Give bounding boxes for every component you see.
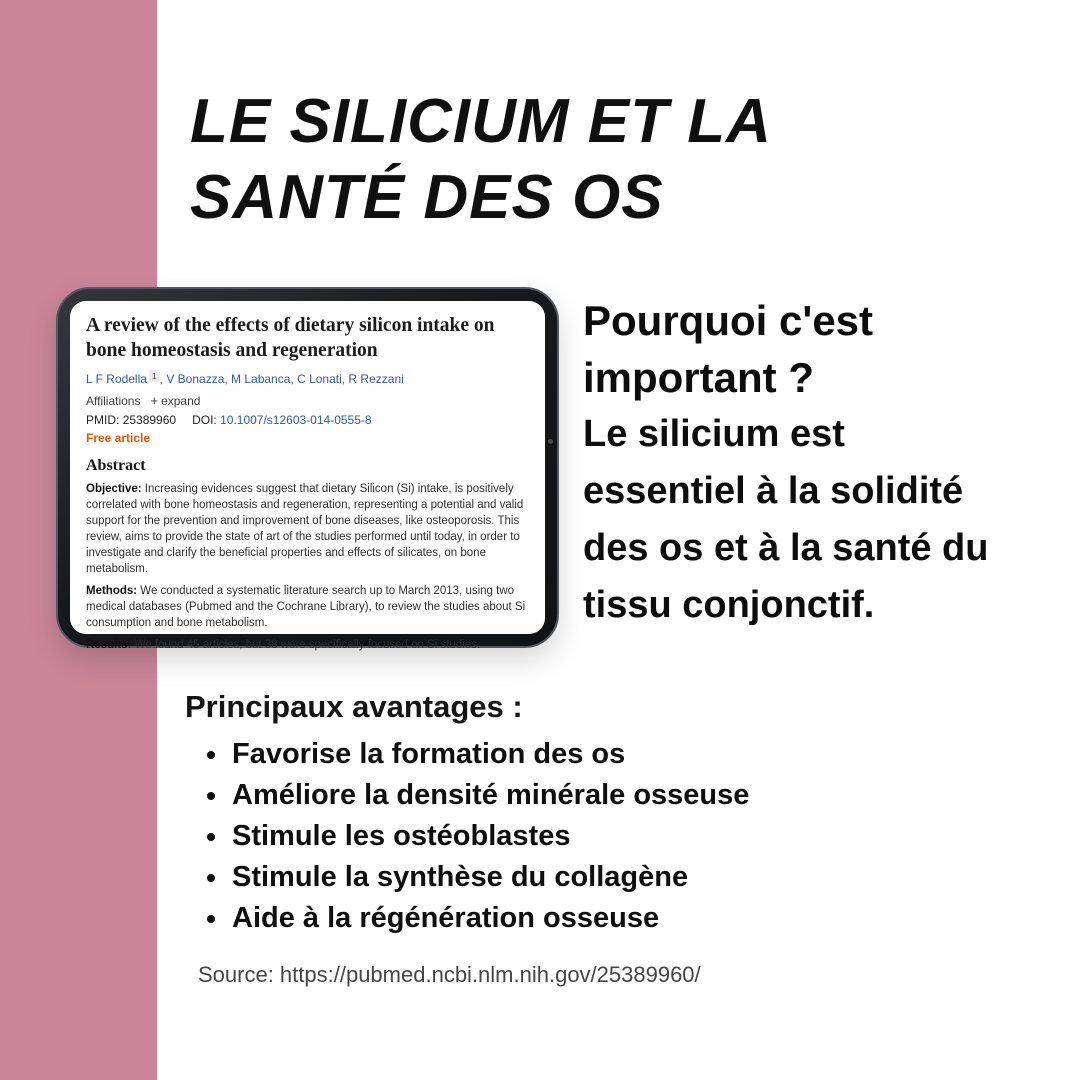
why-body-line1: Le silicium est: [583, 413, 845, 455]
methods-text: We conducted a systematic literature search up to March 2013, using two medical databases (Pubmed and the Cochrane Library), to review the studies about Si consumption and bone metabolism.: [86, 585, 526, 629]
pmid-value: 25389960: [122, 413, 177, 427]
benefit-text: Aide à la régénération osseuse: [232, 902, 660, 934]
affiliations-row[interactable]: [86, 393, 529, 409]
list-item: [207, 816, 905, 857]
article-title: A review of the effects of dietary silicon intake on bone homeostasis and regeneration: [86, 315, 495, 361]
benefit-text: Stimule la synthèse du collagène: [232, 861, 689, 893]
list-item: [207, 734, 905, 775]
list-item: [207, 898, 905, 939]
abstract-results: [86, 637, 529, 653]
objective-text: Increasing evidences suggest that dietary Silicon (Si) intake, is positively correlated with bone homeostasis and regeneration, representing a potential and valid support for the prevention and improvement of bone diseases, like osteoporosis. This review, aims to provide the state of art of the studies performed until today, in order to investigate and clarify the beneficial properties and effects of silicates, on bone metabolism.: [86, 483, 524, 575]
list-item: [207, 775, 905, 816]
page-title-line1: LE SILICIUM ET LA: [190, 87, 772, 156]
why-body-line3: des os et à la santé du: [583, 527, 989, 569]
why-body-line4: tissu conjonctif.: [583, 584, 875, 626]
abstract-heading: Abstract: [86, 457, 146, 474]
page-title-line2: SANTÉ DES OS: [190, 163, 664, 232]
expand-label[interactable]: expand: [161, 394, 201, 408]
benefits-list: [207, 734, 905, 939]
pmid-label: PMID:: [86, 413, 120, 427]
benefits-section: [185, 688, 905, 939]
bullet-icon: [207, 833, 215, 841]
list-item: [207, 857, 905, 898]
author-links-rest[interactable]: , V Bonazza, M Labanca, C Lonati, R Rezzani: [159, 372, 404, 386]
why-body-line2: essentiel à la solidité: [583, 470, 964, 512]
abstract-objective: [86, 481, 529, 577]
source-citation: Source: https://pubmed.ncbi.nlm.nih.gov/25389960/: [198, 962, 701, 987]
pubmed-article-screenshot: [70, 301, 545, 651]
bullet-icon: [207, 874, 215, 882]
benefits-heading: Principaux avantages :: [185, 689, 523, 724]
methods-label: Methods:: [86, 585, 138, 597]
bullet-icon: [207, 751, 215, 759]
author-link[interactable]: L F Rodella: [86, 372, 147, 386]
affiliations-label: Affiliations: [86, 394, 141, 408]
doi-label: DOI:: [192, 413, 217, 427]
benefit-text: Stimule les ostéoblastes: [232, 820, 571, 852]
article-authors[interactable]: [86, 370, 529, 387]
benefit-text: Favorise la formation des os: [232, 738, 626, 770]
results-label: Results:: [86, 639, 132, 651]
doi-link[interactable]: 10.1007/s12603-014-0555-8: [220, 413, 372, 427]
article-meta-row: [86, 413, 529, 428]
tablet-camera-icon: [548, 439, 553, 444]
bullet-icon: [207, 915, 215, 923]
why-heading-line1: Pourquoi c'est: [583, 297, 874, 344]
objective-label: Objective:: [86, 483, 142, 495]
abstract-methods: [86, 583, 529, 631]
page-title: [190, 84, 910, 236]
tablet-mockup: [56, 287, 559, 651]
why-important-section: [583, 292, 1053, 634]
bullet-icon: [207, 792, 215, 800]
free-article-badge: Free article: [86, 431, 151, 445]
benefit-text: Améliore la densité minérale osseuse: [232, 779, 750, 811]
author-affiliation-sup: 1: [149, 370, 160, 382]
why-heading-line2: important ?: [583, 354, 814, 401]
expand-plus-icon[interactable]: +: [150, 393, 159, 408]
results-text: We found 45 articles, but 38 were specifically focused on Si studies.: [131, 639, 481, 651]
